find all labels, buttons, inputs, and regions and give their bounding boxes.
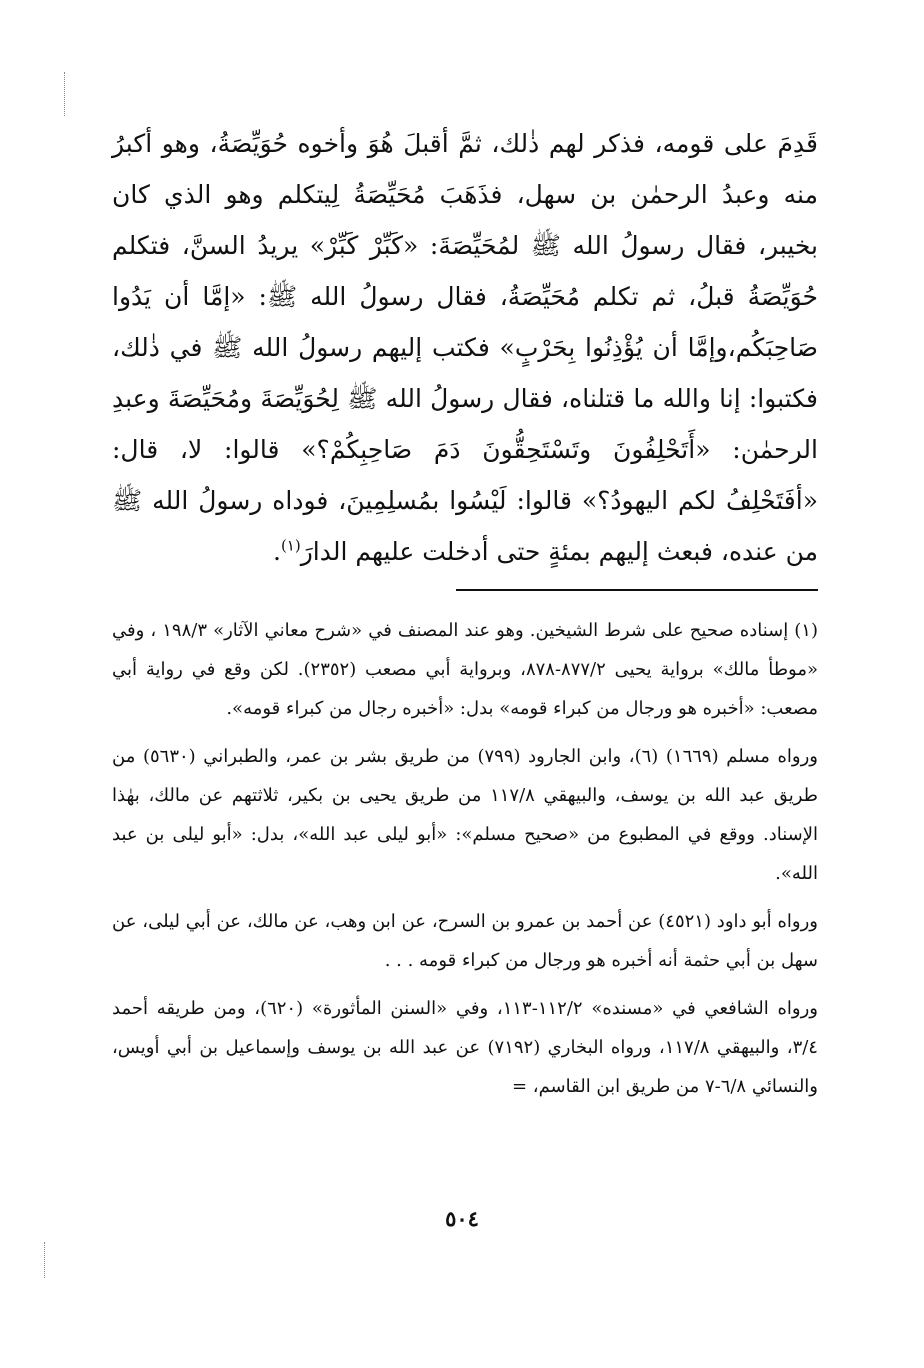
footnote-divider [456,589,818,591]
page-body [112,118,818,1115]
margin-mark-bottom [44,1242,47,1278]
main-paragraph [112,118,818,577]
paragraph-end-mark: . [272,537,281,566]
footnote-paragraph-1: (١) إسناده صحيح على شرط الشيخين. وهو عند المصنف في «شرح معاني الآثار» ١٩٨/٣ ، وفي «موطأ مالك» برواية يحيى ٨٧٧/٢-٨٧٨، وبرواية أبي مصعب (٢٣٥٢). لكن وقع في رواية أبي مصعب: «أخبره هو ورجال من كبراء قومه» بدل: «أخبره رجال من كبراء قومه». [112,620,818,719]
footnotes-section [112,611,818,1106]
page-number: ٥٠٤ [445,1206,479,1231]
footnote-reference[interactable]: (١) [280,536,301,555]
main-paragraph-text: قَدِمَ على قومه، فذكر لهم ذٰلك، ثمَّ أقبلَ هُوَ وأخوه حُوَيِّصَةُ، وهو أكبرُ منه وعبدُ الرحمٰن بن سهل، فذَهَبَ مُحَيِّصَةُ لِيتكلم وهو الذي كان بخيبر، فقال رسولُ الله ﷺ لمُحَيِّصَةَ: «كَبِّرْ كَبِّرْ» يريدُ السنَّ، فتكلم حُوَيِّصَةُ قبلُ، ثم تكلم مُحَيِّصَةُ، فقال رسولُ الله ﷺ: «إمَّا أن يَدُوا صَاحِبَكُم،وإمَّا أن يُؤْذِنُوا بِحَرْبٍ» فكتب إليهم رسولُ الله ﷺ في ذٰلك، فكتبوا: إنا والله ما قتلناه، فقال رسولُ الله ﷺ لِحُوَيِّصَةَ ومُحَيِّصَةَ وعبدِ الرحمٰن: «أَتَحْلِفُونَ وتَسْتَحِقُّونَ دَمَ صَاحِبِكُمْ؟» قالوا: لا، قال: «أفَتَحْلِفُ لكم اليهودُ؟» قالوا: لَيْسُوا بمُسلِمِينَ، فوداه رسولُ الله ﷺ من عنده، فبعث إليهم بمئةٍ حتى أدخلت عليهم الدارَ [112,129,818,566]
margin-mark-top [64,72,67,116]
footnote-paragraph-4: ورواه الشافعي في «مسنده» ١١٢/٢-١١٣، وفي «السنن المأثورة» (٦٢٠)، ومن طريقه أحمد ٣/٤، والبيهقي ١١٧/٨، ورواه البخاري (٧١٩٢) عن عبد الله بن يوسف وإسماعيل بن أبي أويس، والنسائي ٦/٨-٧ من طريق ابن القاسم، = [112,998,819,1097]
footnote-paragraph-2: ورواه مسلم (١٦٦٩) (٦)، وابن الجارود (٧٩٩) من طريق بشر بن عمر، والطبراني (٥٦٣٠) من طريق عبد الله بن يوسف، والبيهقي ١١٧/٨ من طريق يحيى بن بكير، ثلاثتهم عن مالك، بهٰذا الإسناد. ووقع في المطبوع من «صحيح مسلم»: «أبو ليلى عبد الله»، بدل: «أبو ليلى بن عبد الله». [112,746,818,884]
footnote-paragraph-3: ورواه أبو داود (٤٥٢١) عن أحمد بن عمرو بن السرح، عن ابن وهب، عن مالك، عن أبي ليلى، عن سهل بن أبي حثمة أنه أخبره هو ورجال من كبراء قومه . . . [112,911,818,971]
